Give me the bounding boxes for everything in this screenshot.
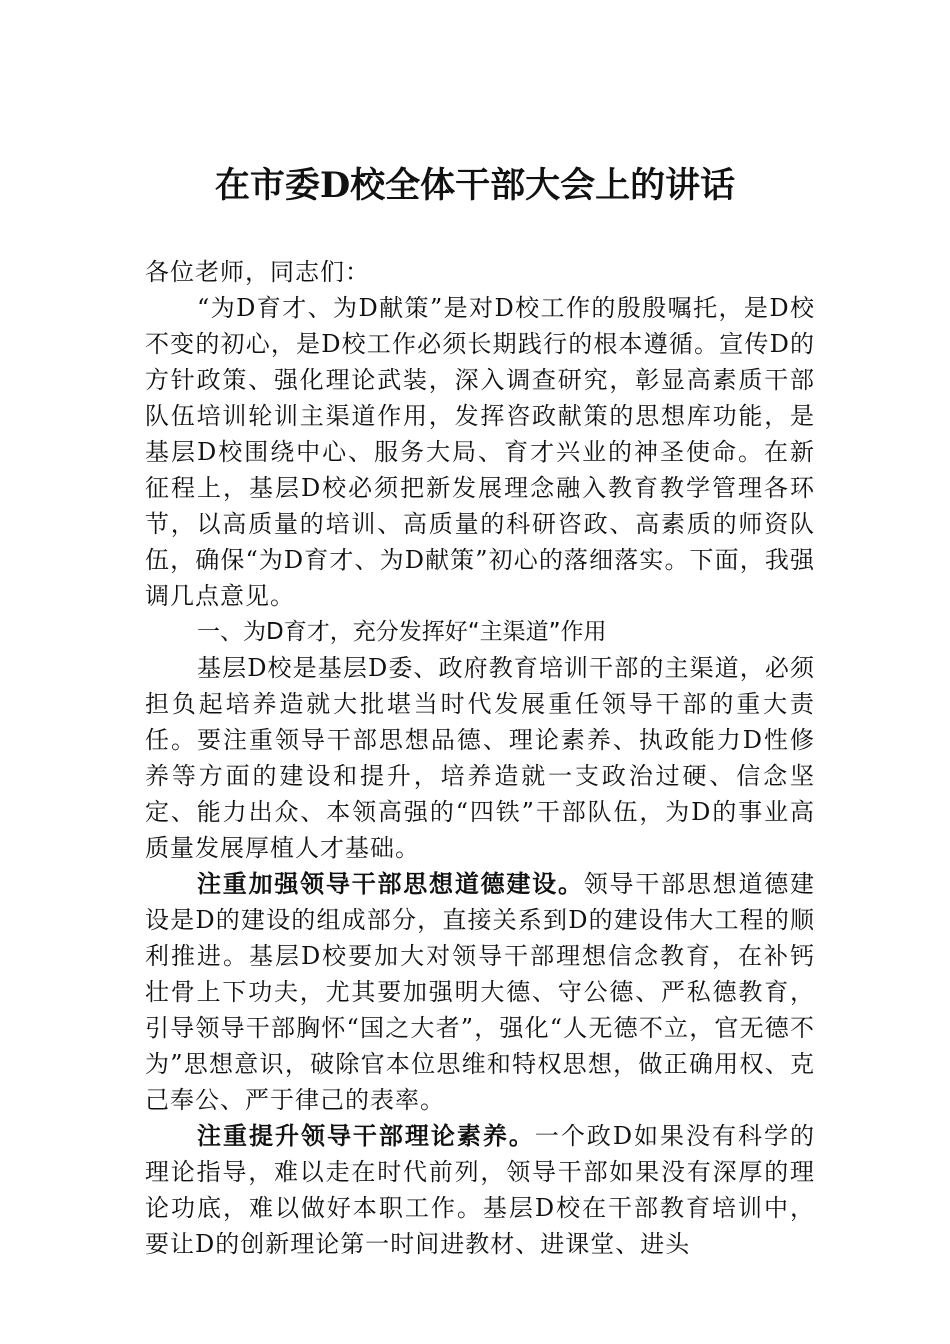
point-paragraph-theory — [145, 1118, 815, 1262]
opening-paragraph: “为D育才、为D献策”是对D校工作的殷殷嘱托，是D校不变的初心，是D校工作必须长期践行的根本遵循。宣传D的方针政策、强化理论武装，深入调查研究，彰显高素质干部队伍培训轮训主渠道作用，发挥咨政献策的思想库功能，是基层D校围绕中心、服务大局、育才兴业的神圣使命。在新征程上，基层D校必须把新发展理念融入教育教学管理各环节，以高质量的培训、高质量的科研咨政、高素质的师资队伍，确保“为D育才、为D献策”初心的落细落实。下面，我强调几点意见。 — [145, 294, 815, 610]
point-body-theory: 一个政D如果没有科学的理论指导，难以走在时代前列，领导干部如果没有深厚的理论功底，难以做好本职工作。基层D校在干部教育培训中，要让D的创新理论第一时间进教材、进课堂、进头 — [145, 1122, 815, 1258]
point-lead-ideology: 注重加强领导干部思想道德建设。 — [197, 869, 584, 898]
document-title: 在市委D校全体干部大会上的讲话 — [214, 165, 736, 206]
document-body — [145, 254, 815, 1262]
greeting: 各位老师，同志们： — [145, 258, 370, 286]
section-heading: 一、为D育才，充分发挥好“主渠道”作用 — [197, 619, 607, 645]
point-body-ideology: 领导干部思想道德建设是D的建设的组成部分，直接关系到D的建设伟大工程的顺利推进。基层D校要加大对领导干部理想信念教育，在补钙壮骨上下功夫，尤其要加强明大德、守公德、严私德教育，引导领导干部胸怀“国之大者”，强化“人无德不立，官无德不为”思想意识，破除官本位思维和特权思想，做正确用权、克己奉公、严于律己的表率。 — [145, 870, 816, 1114]
point-lead-theory: 注重提升领导干部理论素养。 — [197, 1121, 535, 1150]
point-paragraph-ideology — [145, 866, 815, 1118]
section-intro-paragraph: 基层D校是基层D委、政府教育培训干部的主渠道，必须担负起培养造就大批堪当时代发展重任领导干部的重大责任。要注重领导干部思想品德、理论素养、执政能力D性修养等方面的建设和提升，培养造就一支政治过硬、信念坚定、能力出众、本领高强的“四铁”干部队伍，为D的事业高质量发展厚植人才基础。 — [145, 654, 815, 862]
